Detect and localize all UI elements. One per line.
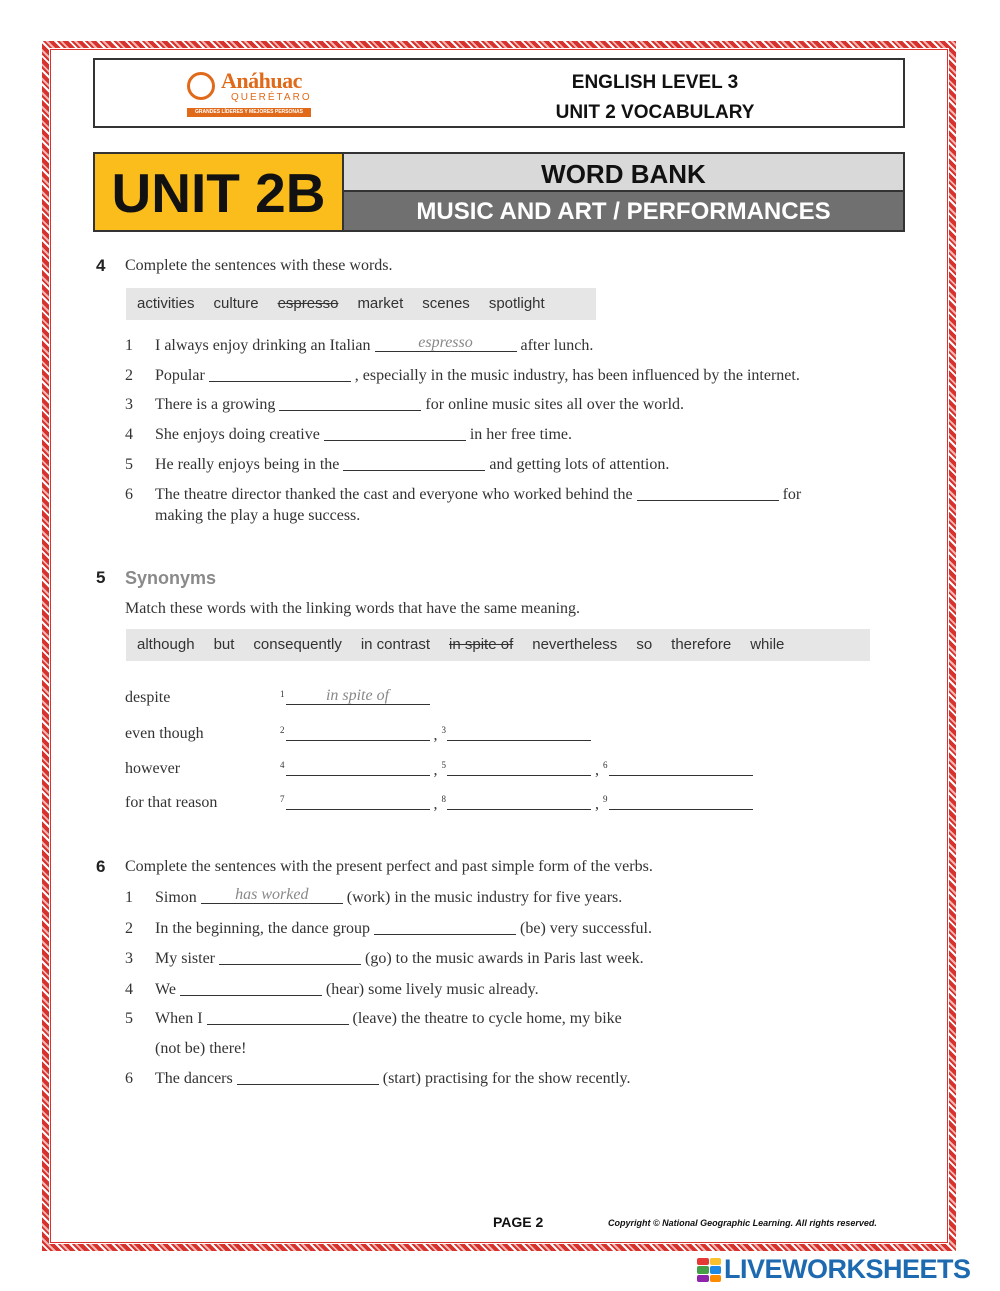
liveworksheets-logo: LIVEWORKSHEETS bbox=[724, 1254, 971, 1284]
blank-number: 7 bbox=[280, 794, 285, 804]
word-bank-item: in spite of bbox=[449, 636, 514, 653]
synonym-label: however bbox=[125, 760, 181, 777]
item-number: 4 bbox=[125, 426, 133, 443]
synonym-answers bbox=[280, 725, 591, 744]
word-bank-item: spotlight bbox=[488, 295, 545, 312]
answer-text: has worked bbox=[235, 886, 309, 903]
logo-city: QUERÉTARO bbox=[231, 92, 312, 103]
sentence-after: (go) to the music awards in Paris last week. bbox=[365, 950, 644, 967]
sentence-after: and getting lots of attention. bbox=[489, 456, 670, 473]
synonym-label: for that reason bbox=[125, 794, 218, 811]
word-bank-item: activities bbox=[137, 295, 195, 312]
synonym-answers bbox=[280, 760, 753, 779]
separator: , bbox=[429, 795, 442, 813]
item-number: 6 bbox=[125, 1070, 133, 1087]
word-bank-item: espresso bbox=[277, 295, 339, 312]
item-number: 3 bbox=[125, 396, 133, 413]
exercise-title: Synonyms bbox=[125, 568, 217, 588]
sentence-after: (start) practising for the show recently. bbox=[382, 1070, 631, 1087]
exercise-number: 5 bbox=[96, 568, 106, 587]
sentence-before: She enjoys doing creative bbox=[155, 426, 320, 443]
seal-icon bbox=[187, 72, 215, 100]
sentence-text bbox=[155, 367, 800, 385]
word-bank-item: culture bbox=[213, 295, 259, 312]
exercise-number: 6 bbox=[96, 857, 106, 876]
answer-blank[interactable] bbox=[209, 367, 351, 382]
sentence-after: (work) in the music industry for five years. bbox=[346, 889, 623, 906]
sentence-text bbox=[155, 886, 623, 907]
blank-number: 6 bbox=[603, 760, 608, 770]
item-number: 1 bbox=[125, 337, 133, 354]
synonym-answers bbox=[280, 794, 753, 813]
answer-blank[interactable] bbox=[447, 726, 591, 741]
item-number: 1 bbox=[125, 889, 133, 906]
item-number: 5 bbox=[125, 1010, 133, 1027]
item-number: 2 bbox=[125, 367, 133, 384]
separator: , bbox=[591, 761, 603, 779]
answer-blank[interactable] bbox=[637, 486, 779, 501]
sentence-text bbox=[155, 920, 652, 938]
sentence-after: after lunch. bbox=[520, 337, 594, 354]
level-title: ENGLISH LEVEL 3 bbox=[571, 72, 739, 93]
sentence-before: There is a growing bbox=[155, 396, 276, 413]
answer-blank[interactable] bbox=[447, 795, 591, 810]
sentence-before: Popular bbox=[155, 367, 205, 384]
blank-number: 5 bbox=[441, 760, 446, 770]
topic-title: MUSIC AND ART / PERFORMANCES bbox=[344, 192, 905, 232]
synonym-label: even though bbox=[125, 725, 204, 742]
sentence-after: for bbox=[782, 486, 802, 503]
sentence-text bbox=[155, 456, 669, 474]
sentence-after: (leave) the theatre to cycle home, my bike bbox=[352, 1010, 622, 1027]
anahuac-logo bbox=[187, 68, 327, 124]
sentence-before: Simon bbox=[155, 889, 197, 906]
answer-blank[interactable] bbox=[343, 456, 485, 471]
header-title bbox=[525, 68, 785, 128]
header bbox=[93, 58, 905, 128]
exercise-instruction: Complete the sentences with the present perfect and past simple form of the verbs. bbox=[125, 858, 653, 875]
sentence-text bbox=[155, 1070, 631, 1088]
answer-blank[interactable] bbox=[374, 920, 516, 935]
blank-number: 3 bbox=[441, 725, 446, 735]
logo-tagline: GRANDES LÍDERES Y MEJORES PERSONAS bbox=[187, 108, 311, 117]
answer-blank[interactable] bbox=[447, 761, 591, 776]
sentence-continuation: (not be) there! bbox=[155, 1040, 247, 1057]
word-bank-item: market bbox=[357, 295, 404, 312]
sentence-before: I always enjoy drinking an Italian bbox=[155, 337, 371, 354]
liveworksheets-icon bbox=[697, 1258, 721, 1282]
synonym-answers bbox=[280, 689, 430, 708]
answer-blank[interactable] bbox=[207, 1010, 349, 1025]
unit-vocab-title: UNIT 2 VOCABULARY bbox=[555, 102, 755, 123]
sentence-before: The theatre director thanked the cast and everyone who worked behind the bbox=[155, 486, 633, 503]
word-bank-item: scenes bbox=[422, 295, 470, 312]
sentence-before: My sister bbox=[155, 950, 215, 967]
answer-blank[interactable] bbox=[286, 761, 430, 776]
word-bank-item: while bbox=[750, 636, 785, 653]
answer-blank[interactable] bbox=[324, 426, 466, 441]
word-box bbox=[126, 288, 596, 320]
sentence-text bbox=[155, 426, 572, 444]
item-number: 6 bbox=[125, 486, 133, 503]
unit-badge: UNIT 2B bbox=[93, 152, 344, 232]
sentence-after: , especially in the music industry, has been influenced by the internet. bbox=[354, 367, 800, 384]
word-bank-item: nevertheless bbox=[532, 636, 618, 653]
sentence-text bbox=[155, 334, 594, 355]
word-box bbox=[126, 629, 870, 661]
answer-blank[interactable] bbox=[609, 761, 753, 776]
answer-blank[interactable] bbox=[219, 950, 361, 965]
sentence-before: The dancers bbox=[155, 1070, 233, 1087]
sentence-after: for online music sites all over the world. bbox=[425, 396, 685, 413]
sentence-before: In the beginning, the dance group bbox=[155, 920, 371, 937]
synonym-label: despite bbox=[125, 689, 171, 706]
answer-blank[interactable] bbox=[201, 886, 343, 904]
item-number: 5 bbox=[125, 456, 133, 473]
exercise-instruction: Match these words with the linking words that have the same meaning. bbox=[125, 600, 581, 617]
item-number: 2 bbox=[125, 920, 133, 937]
sentence-before: We bbox=[155, 981, 176, 998]
sentence-after: (be) very successful. bbox=[520, 920, 652, 937]
answer-blank[interactable] bbox=[609, 795, 753, 810]
word-bank-item: therefore bbox=[671, 636, 732, 653]
blank-number: 2 bbox=[280, 725, 285, 735]
exercise-number: 4 bbox=[96, 256, 106, 275]
sentence-before: When I bbox=[155, 1010, 203, 1027]
word-bank-item: so bbox=[636, 636, 653, 653]
separator: , bbox=[429, 726, 442, 744]
blank-number: 9 bbox=[603, 794, 608, 804]
answer-blank[interactable] bbox=[286, 726, 430, 741]
logo-name: Anáhuac bbox=[221, 68, 302, 93]
exercise-instruction: Complete the sentences with these words. bbox=[125, 257, 393, 274]
answer-blank[interactable] bbox=[237, 1070, 379, 1085]
sentence-text bbox=[155, 396, 684, 414]
separator: , bbox=[591, 795, 603, 813]
sentence-text bbox=[155, 950, 644, 968]
answer-blank[interactable] bbox=[180, 981, 322, 996]
word-bank-item: in contrast bbox=[360, 636, 431, 653]
answer-blank[interactable] bbox=[286, 795, 430, 810]
word-bank-item: although bbox=[137, 636, 195, 653]
word-bank-item: consequently bbox=[253, 636, 342, 653]
sentence-continuation: making the play a huge success. bbox=[155, 507, 361, 524]
blank-number: 1 bbox=[280, 689, 285, 699]
blank-number: 4 bbox=[280, 760, 285, 770]
answer-text: in spite of bbox=[325, 687, 390, 705]
blank-number: 8 bbox=[441, 794, 446, 804]
sentence-after: (hear) some lively music already. bbox=[325, 981, 539, 998]
answer-text: espresso bbox=[418, 334, 473, 351]
sentence-text bbox=[155, 486, 801, 504]
word-bank-title: WORD BANK bbox=[344, 152, 905, 192]
copyright: Copyright © National Geographic Learning. All rights reserved. bbox=[608, 1218, 877, 1228]
page-number: PAGE 2 bbox=[493, 1214, 544, 1230]
answer-blank[interactable] bbox=[375, 334, 517, 352]
sentence-before: He really enjoys being in the bbox=[155, 456, 340, 473]
word-bank-item: but bbox=[213, 636, 235, 653]
sentence-text bbox=[155, 981, 539, 999]
sentence-after: in her free time. bbox=[469, 426, 573, 443]
sentence-text bbox=[155, 1010, 622, 1028]
separator: , bbox=[429, 761, 442, 779]
answer-blank[interactable] bbox=[279, 396, 421, 411]
item-number: 4 bbox=[125, 981, 133, 998]
item-number: 3 bbox=[125, 950, 133, 967]
answer-blank[interactable] bbox=[286, 687, 430, 705]
